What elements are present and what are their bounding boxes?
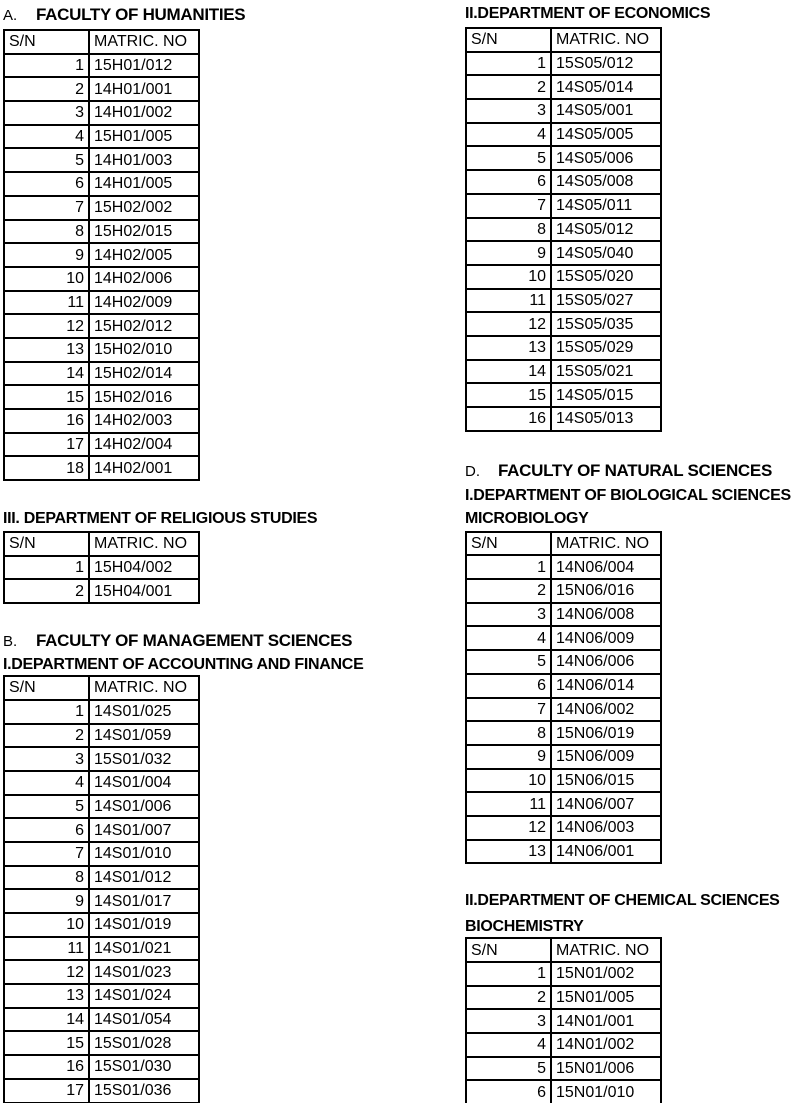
- heading-text: FACULTY OF MANAGEMENT SCIENCES: [36, 631, 353, 651]
- sn-cell: 2: [466, 986, 551, 1010]
- matric-no-cell: 14N06/001: [551, 840, 661, 864]
- table-row: [466, 792, 661, 816]
- table-row: [466, 626, 661, 650]
- table-row: [466, 840, 661, 864]
- matric-no-cell: 14H02/004: [89, 433, 199, 457]
- table-row: [466, 962, 661, 986]
- dept-accounting-heading: I.DEPARTMENT OF ACCOUNTING AND FINANCE: [3, 656, 364, 674]
- sn-cell: 3: [4, 101, 89, 125]
- table-row: [4, 1079, 199, 1103]
- table-row: [466, 674, 661, 698]
- table-row: [4, 267, 199, 291]
- table-row: [4, 889, 199, 913]
- table-row: [4, 1008, 199, 1032]
- table-row: [4, 101, 199, 125]
- table-row: [4, 243, 199, 267]
- sn-cell: 8: [466, 721, 551, 745]
- sn-cell: 6: [466, 674, 551, 698]
- humanities-table: [3, 29, 200, 481]
- table-row: [466, 1080, 661, 1103]
- sn-cell: 6: [4, 818, 89, 842]
- sn-cell: 18: [4, 456, 89, 480]
- section-humanities: [3, 4, 461, 481]
- table-row: [4, 220, 199, 244]
- matric-no-cell: 15H02/012: [89, 314, 199, 338]
- matric-no-cell: 14H01/002: [89, 101, 199, 125]
- table-row: [4, 125, 199, 149]
- dept-chemical-heading: II.DEPARTMENT OF CHEMICAL SCIENCES: [465, 892, 780, 910]
- sn-cell: 5: [466, 146, 551, 170]
- table-row: [466, 52, 661, 76]
- matric-no-cell: 15S01/036: [89, 1079, 199, 1103]
- religious-studies-table: [3, 531, 200, 604]
- matric-no-cell: 14S01/010: [89, 842, 199, 866]
- matric-no-cell: 14S01/059: [89, 724, 199, 748]
- table-row: [4, 456, 199, 480]
- matric-no-cell: 14H01/001: [89, 77, 199, 101]
- matric-no-header: MATRIC. NO: [551, 28, 661, 52]
- sn-cell: 17: [4, 1079, 89, 1103]
- sn-header: S/N: [4, 532, 89, 556]
- matric-no-cell: 14S05/013: [551, 407, 661, 431]
- sn-cell: 7: [466, 194, 551, 218]
- matric-no-cell: 14S01/021: [89, 937, 199, 961]
- section-natural-sciences: [465, 460, 800, 865]
- table-row: [4, 172, 199, 196]
- dept-biological-heading: I.DEPARTMENT OF BIOLOGICAL SCIENCES: [465, 486, 791, 504]
- sn-cell: 4: [4, 125, 89, 149]
- table-row: [466, 289, 661, 313]
- sn-cell: 10: [4, 913, 89, 937]
- left-column: [3, 0, 461, 1103]
- matric-no-cell: 15H02/002: [89, 196, 199, 220]
- sn-cell: 6: [466, 170, 551, 194]
- matric-no-cell: 15N06/016: [551, 579, 661, 603]
- table-row: [466, 1009, 661, 1033]
- matric-no-cell: 14N06/007: [551, 792, 661, 816]
- table-row: [4, 747, 199, 771]
- matric-no-cell: 14S05/008: [551, 170, 661, 194]
- sn-cell: 1: [4, 556, 89, 580]
- sn-cell: 8: [4, 220, 89, 244]
- matric-no-cell: 14S01/024: [89, 984, 199, 1008]
- sn-cell: 4: [4, 771, 89, 795]
- table-row: [466, 75, 661, 99]
- accounting-table: [3, 675, 200, 1103]
- matric-no-cell: 15H02/010: [89, 338, 199, 362]
- table-row: [4, 724, 199, 748]
- matric-no-cell: 15N06/019: [551, 721, 661, 745]
- table-row: [466, 99, 661, 123]
- sn-cell: 14: [4, 1008, 89, 1032]
- table-row: [466, 721, 661, 745]
- sn-cell: 2: [4, 77, 89, 101]
- sn-cell: 16: [4, 409, 89, 433]
- heading-prefix: D.: [465, 462, 480, 480]
- sn-cell: 11: [4, 291, 89, 315]
- matric-no-cell: 15H04/002: [89, 556, 199, 580]
- matric-no-cell: 15S05/035: [551, 312, 661, 336]
- table-row: [4, 314, 199, 338]
- sn-cell: 9: [4, 243, 89, 267]
- table-row: [466, 312, 661, 336]
- matric-no-cell: 14N01/001: [551, 1009, 661, 1033]
- table-row: [4, 433, 199, 457]
- section-economics: [465, 4, 800, 432]
- section-chemical-sciences: [465, 891, 800, 1103]
- table-row: [466, 194, 661, 218]
- matric-no-cell: 15S05/012: [551, 52, 661, 76]
- sn-cell: 17: [4, 433, 89, 457]
- heading-prefix: B.: [3, 633, 18, 651]
- sn-cell: 12: [466, 816, 551, 840]
- matric-no-cell: 14S05/040: [551, 241, 661, 265]
- table-header-row: [4, 532, 199, 556]
- table-row: [466, 745, 661, 769]
- matric-no-cell: 14N06/008: [551, 603, 661, 627]
- table-row: [4, 937, 199, 961]
- sn-cell: 9: [4, 889, 89, 913]
- matric-no-cell: 15S05/021: [551, 360, 661, 384]
- table-row: [4, 556, 199, 580]
- sn-cell: 1: [4, 54, 89, 78]
- table-row: [466, 555, 661, 579]
- sn-cell: 4: [466, 123, 551, 147]
- table-row: [4, 818, 199, 842]
- dept-economics-heading: II.DEPARTMENT OF ECONOMICS: [465, 5, 711, 22]
- matric-no-cell: 14S01/006: [89, 795, 199, 819]
- matric-no-cell: 14S05/011: [551, 194, 661, 218]
- sn-cell: 10: [466, 769, 551, 793]
- faculty-humanities-heading: [3, 4, 461, 27]
- sn-cell: 12: [4, 314, 89, 338]
- program-microbiology-heading: MICROBIOLOGY: [465, 509, 589, 527]
- table-row: [466, 383, 661, 407]
- microbiology-table: [465, 531, 662, 865]
- table-row: [4, 771, 199, 795]
- sn-header: S/N: [466, 938, 551, 962]
- sn-header: S/N: [466, 532, 551, 556]
- sn-cell: 8: [466, 218, 551, 242]
- sn-cell: 13: [466, 840, 551, 864]
- sn-cell: 14: [466, 360, 551, 384]
- matric-no-cell: 14S05/014: [551, 75, 661, 99]
- sn-cell: 11: [466, 289, 551, 313]
- table-row: [4, 291, 199, 315]
- matric-no-cell: 15H02/014: [89, 362, 199, 386]
- matric-no-cell: 15H04/001: [89, 579, 199, 603]
- matric-no-cell: 14S01/012: [89, 866, 199, 890]
- matric-no-cell: 14H02/006: [89, 267, 199, 291]
- sn-cell: 9: [466, 241, 551, 265]
- matric-no-cell: 15S05/027: [551, 289, 661, 313]
- table-header-row: [4, 30, 199, 54]
- table-row: [466, 579, 661, 603]
- matric-no-cell: 15N01/006: [551, 1057, 661, 1081]
- sn-cell: 2: [4, 724, 89, 748]
- sn-cell: 13: [4, 338, 89, 362]
- sn-cell: 16: [4, 1055, 89, 1079]
- economics-table: [465, 27, 662, 432]
- sn-header: S/N: [466, 28, 551, 52]
- sn-header: S/N: [4, 676, 89, 700]
- table-row: [466, 146, 661, 170]
- table-row: [466, 123, 661, 147]
- table-header-row: [4, 676, 199, 700]
- table-row: [466, 769, 661, 793]
- sn-cell: 7: [4, 196, 89, 220]
- sn-cell: 1: [466, 962, 551, 986]
- matric-no-cell: 14S01/007: [89, 818, 199, 842]
- matric-no-cell: 15S01/032: [89, 747, 199, 771]
- matric-no-cell: 15S01/028: [89, 1031, 199, 1055]
- table-row: [4, 338, 199, 362]
- sn-cell: 3: [466, 99, 551, 123]
- sn-cell: 6: [466, 1080, 551, 1103]
- table-row: [466, 603, 661, 627]
- matric-no-cell: 15H01/012: [89, 54, 199, 78]
- table-row: [4, 77, 199, 101]
- matric-no-cell: 14N06/004: [551, 555, 661, 579]
- sn-cell: 13: [466, 336, 551, 360]
- matric-no-cell: 14S01/019: [89, 913, 199, 937]
- table-row: [4, 960, 199, 984]
- section-management: [3, 630, 461, 1103]
- sn-cell: 12: [4, 960, 89, 984]
- table-row: [4, 196, 199, 220]
- table-row: [4, 409, 199, 433]
- matric-no-cell: 14N06/002: [551, 698, 661, 722]
- table-row: [466, 650, 661, 674]
- sn-cell: 5: [466, 650, 551, 674]
- matric-no-cell: 15N01/005: [551, 986, 661, 1010]
- table-header-row: [466, 532, 661, 556]
- sn-cell: 2: [466, 579, 551, 603]
- matric-no-cell: 15H02/016: [89, 385, 199, 409]
- table-row: [4, 148, 199, 172]
- table-row: [466, 170, 661, 194]
- sn-cell: 2: [4, 579, 89, 603]
- table-row: [466, 265, 661, 289]
- table-row: [4, 842, 199, 866]
- heading-prefix: A.: [3, 7, 18, 24]
- matric-no-cell: 14S01/017: [89, 889, 199, 913]
- table-row: [466, 241, 661, 265]
- table-header-row: [466, 28, 661, 52]
- matric-no-cell: 15H01/005: [89, 125, 199, 149]
- matric-no-cell: 15S01/030: [89, 1055, 199, 1079]
- matric-no-header: MATRIC. NO: [89, 676, 199, 700]
- table-row: [466, 336, 661, 360]
- matric-no-header: MATRIC. NO: [551, 938, 661, 962]
- sn-cell: 1: [4, 700, 89, 724]
- sn-cell: 11: [466, 792, 551, 816]
- sn-cell: 10: [4, 267, 89, 291]
- sn-cell: 4: [466, 1033, 551, 1057]
- matric-no-cell: 14S05/001: [551, 99, 661, 123]
- table-row: [4, 795, 199, 819]
- sn-cell: 6: [4, 172, 89, 196]
- sn-cell: 11: [4, 937, 89, 961]
- section-religious-studies: [3, 509, 461, 604]
- sn-cell: 3: [4, 747, 89, 771]
- table-row: [466, 360, 661, 384]
- table-row: [4, 362, 199, 386]
- sn-cell: 8: [4, 866, 89, 890]
- table-header-row: [466, 938, 661, 962]
- table-row: [4, 913, 199, 937]
- matric-no-header: MATRIC. NO: [89, 532, 199, 556]
- sn-cell: 12: [466, 312, 551, 336]
- matric-no-cell: 14H02/005: [89, 243, 199, 267]
- sn-cell: 7: [4, 842, 89, 866]
- matric-no-cell: 14N06/003: [551, 816, 661, 840]
- matric-no-cell: 15S05/029: [551, 336, 661, 360]
- sn-cell: 3: [466, 603, 551, 627]
- faculty-natural-heading: [465, 460, 800, 483]
- sn-cell: 16: [466, 407, 551, 431]
- matric-no-cell: 15N01/010: [551, 1080, 661, 1103]
- table-row: [4, 700, 199, 724]
- matric-no-cell: 14S01/023: [89, 960, 199, 984]
- matric-no-cell: 15N06/009: [551, 745, 661, 769]
- sn-cell: 15: [4, 385, 89, 409]
- matric-no-cell: 14H01/003: [89, 148, 199, 172]
- sn-cell: 2: [466, 75, 551, 99]
- matric-no-cell: 14S01/054: [89, 1008, 199, 1032]
- table-row: [466, 1033, 661, 1057]
- sn-cell: 15: [4, 1031, 89, 1055]
- matric-no-cell: 15N01/002: [551, 962, 661, 986]
- biochemistry-table: [465, 937, 662, 1103]
- table-row: [4, 1031, 199, 1055]
- table-row: [4, 54, 199, 78]
- table-row: [466, 816, 661, 840]
- heading-text: FACULTY OF HUMANITIES: [36, 5, 246, 24]
- right-column: [465, 0, 800, 1103]
- sn-cell: 7: [466, 698, 551, 722]
- dept-religious-heading: III. DEPARTMENT OF RELIGIOUS STUDIES: [3, 510, 318, 528]
- matric-no-cell: 14H01/005: [89, 172, 199, 196]
- matric-no-cell: 14S05/015: [551, 383, 661, 407]
- matric-no-cell: 14S01/004: [89, 771, 199, 795]
- sn-cell: 5: [4, 795, 89, 819]
- matric-no-cell: 14S01/025: [89, 700, 199, 724]
- matric-no-cell: 14S05/006: [551, 146, 661, 170]
- matric-no-cell: 14N01/002: [551, 1033, 661, 1057]
- table-row: [466, 1057, 661, 1081]
- heading-text: FACULTY OF NATURAL SCIENCES: [498, 460, 772, 480]
- sn-cell: 15: [466, 383, 551, 407]
- sn-cell: 1: [466, 52, 551, 76]
- table-row: [466, 218, 661, 242]
- matric-no-cell: 14N06/009: [551, 626, 661, 650]
- matric-no-cell: 14H02/001: [89, 456, 199, 480]
- matric-no-cell: 15N06/015: [551, 769, 661, 793]
- sn-cell: 9: [466, 745, 551, 769]
- table-row: [4, 385, 199, 409]
- sn-cell: 3: [466, 1009, 551, 1033]
- sn-cell: 4: [466, 626, 551, 650]
- matric-no-cell: 14S05/012: [551, 218, 661, 242]
- matric-no-cell: 14N06/006: [551, 650, 661, 674]
- matric-no-cell: 14S05/005: [551, 123, 661, 147]
- program-biochemistry-heading: BIOCHEMISTRY: [465, 918, 584, 936]
- matric-no-cell: 15H02/015: [89, 220, 199, 244]
- table-row: [4, 984, 199, 1008]
- table-row: [4, 1055, 199, 1079]
- table-row: [466, 698, 661, 722]
- table-row: [4, 866, 199, 890]
- matric-no-cell: 14N06/014: [551, 674, 661, 698]
- sn-cell: 14: [4, 362, 89, 386]
- matric-no-header: MATRIC. NO: [89, 30, 199, 54]
- matric-no-cell: 14H02/009: [89, 291, 199, 315]
- faculty-management-heading: [3, 630, 461, 653]
- sn-cell: 5: [466, 1057, 551, 1081]
- sn-cell: 10: [466, 265, 551, 289]
- sn-cell: 13: [4, 984, 89, 1008]
- sn-cell: 5: [4, 148, 89, 172]
- sn-header: S/N: [4, 30, 89, 54]
- sn-cell: 1: [466, 555, 551, 579]
- matric-no-header: MATRIC. NO: [551, 532, 661, 556]
- matric-no-cell: 14H02/003: [89, 409, 199, 433]
- table-row: [466, 407, 661, 431]
- table-row: [466, 986, 661, 1010]
- matric-no-cell: 15S05/020: [551, 265, 661, 289]
- table-row: [4, 579, 199, 603]
